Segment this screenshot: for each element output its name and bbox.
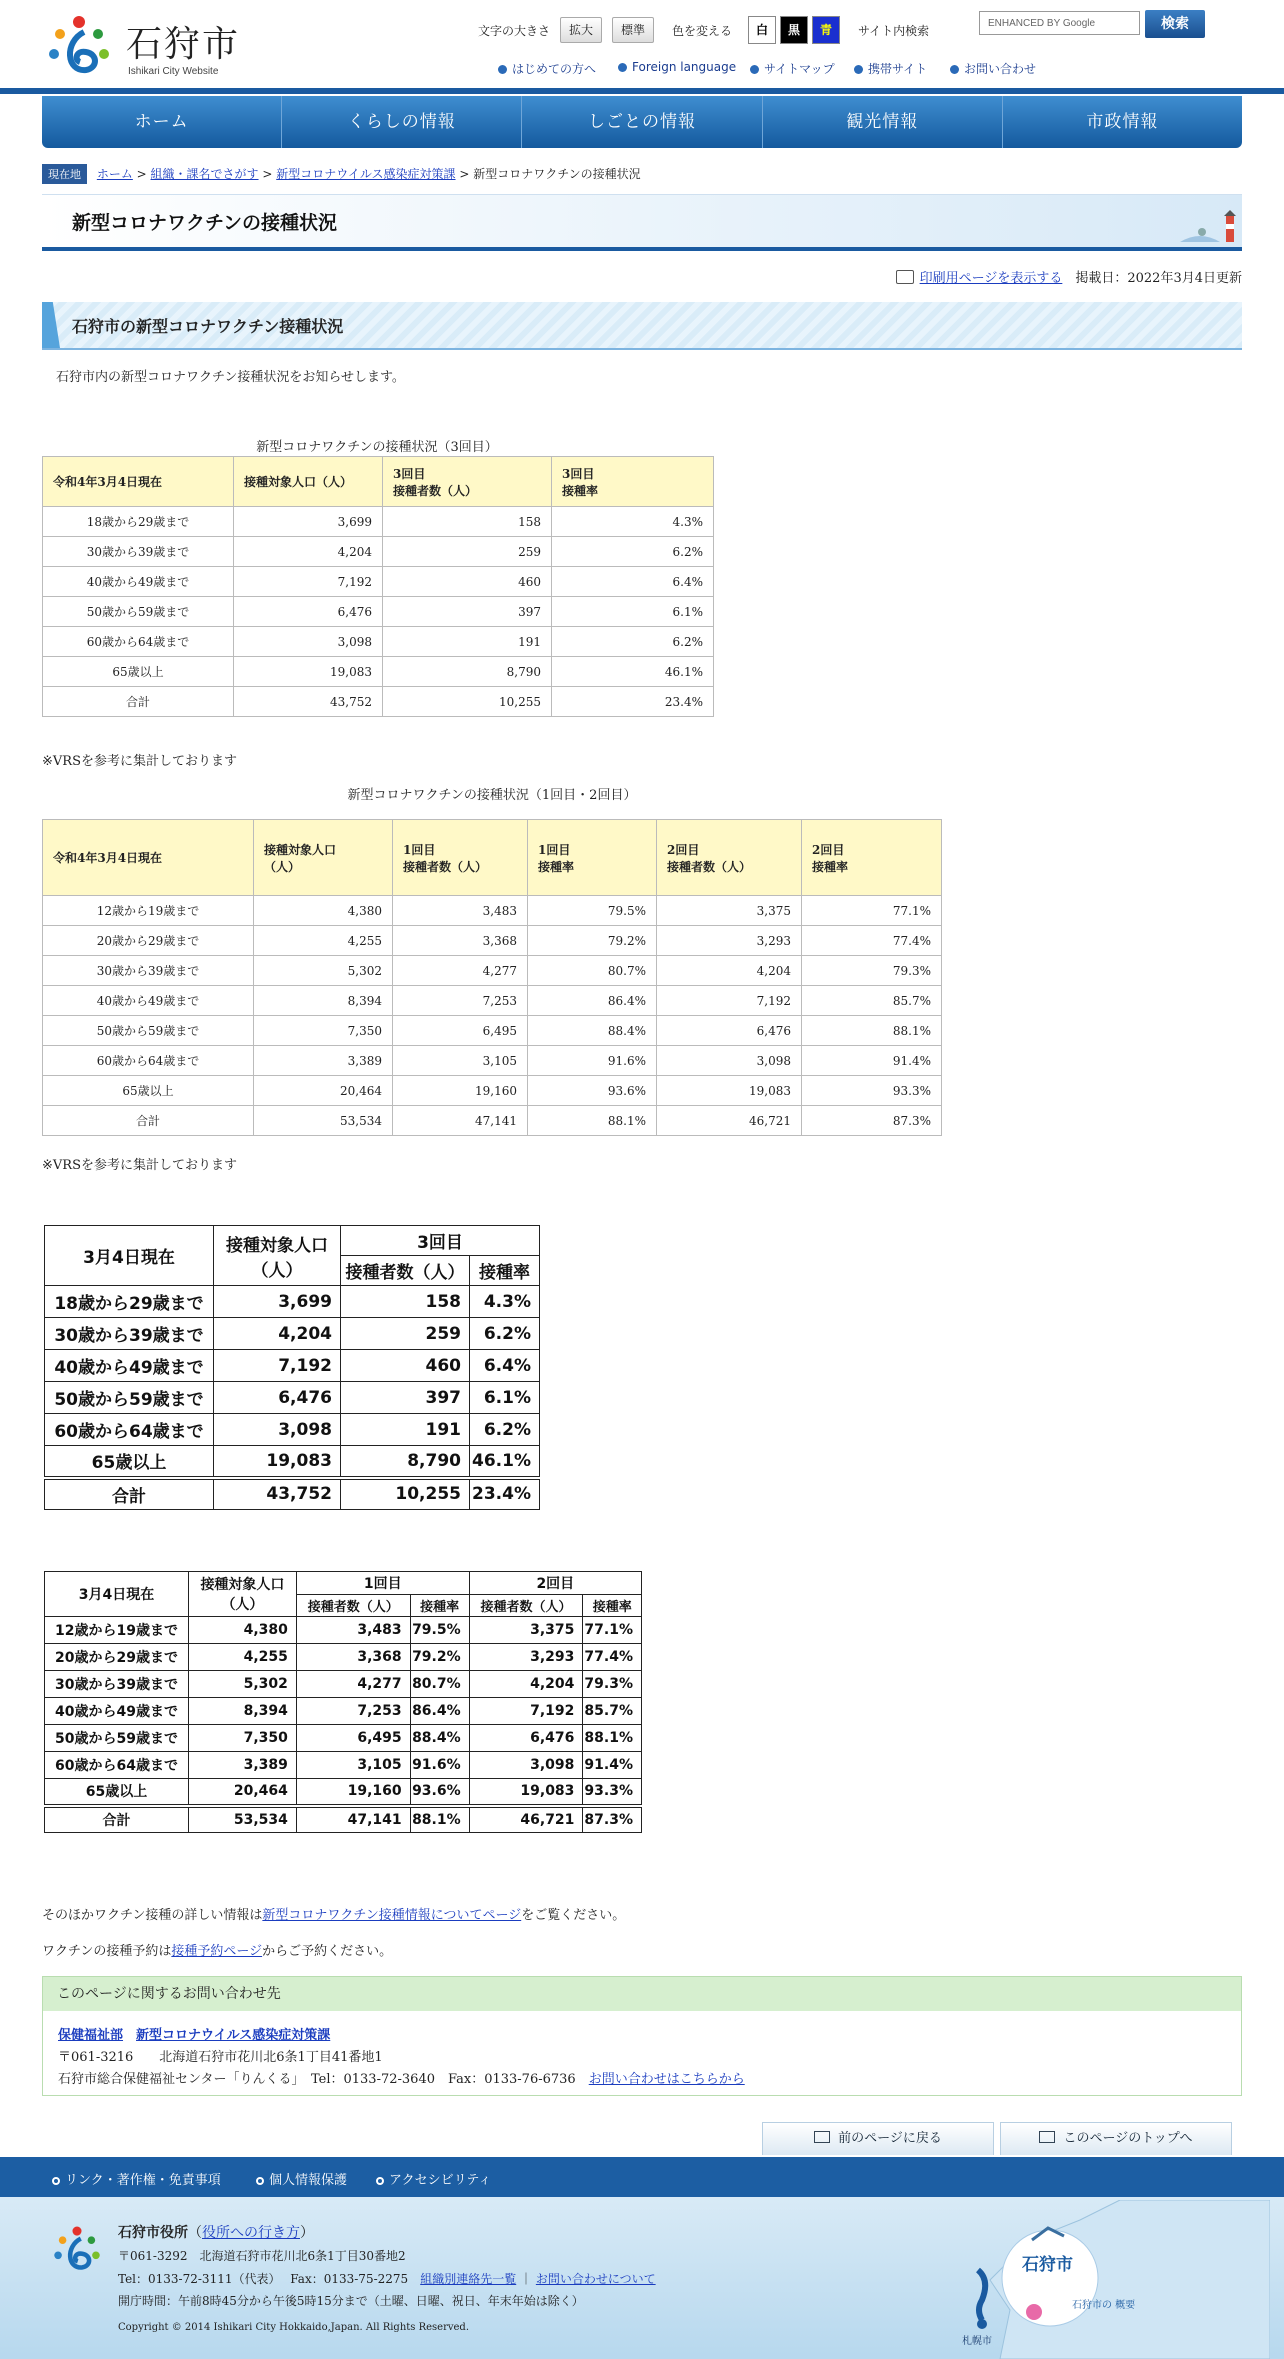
- cell-value: 3,389: [254, 1046, 393, 1076]
- row-label: 50歳から59歳まで: [43, 1016, 254, 1046]
- table-header: 3回目 接種率: [552, 457, 714, 507]
- cell-value: 20,464: [254, 1076, 393, 1106]
- row-label: 18歳から29歳まで: [45, 1286, 214, 1318]
- cell-value: 46,721: [657, 1106, 802, 1136]
- cell-value: 3,699: [214, 1286, 341, 1318]
- bullet-icon: [498, 65, 507, 74]
- cell-value: 79.2%: [410, 1644, 469, 1671]
- table-row: [43, 687, 714, 717]
- contact-address: 〒061-3216 北海道石狩市花川北6条1丁目41番地1: [58, 2050, 383, 2065]
- cell-value: 53,534: [254, 1106, 393, 1136]
- cell-value: 7,192: [469, 1698, 583, 1725]
- printer-icon: [896, 270, 914, 284]
- nav-home[interactable]: ホーム: [42, 96, 282, 148]
- cell-value: 6,476: [469, 1725, 583, 1752]
- cell-value: 7,253: [393, 986, 528, 1016]
- cell-value: 93.3%: [802, 1076, 942, 1106]
- img3-header-pop: 接種対象人口 （人）: [214, 1226, 341, 1286]
- cell-value: 8,394: [188, 1698, 296, 1725]
- img3-header-date: 3月4日現在: [45, 1226, 214, 1286]
- cell-value: 3,098: [214, 1414, 341, 1446]
- cell-value: 6,495: [393, 1016, 528, 1046]
- site-subtitle: Ishikari City Website: [128, 66, 219, 77]
- cell-value: 85.7%: [583, 1698, 642, 1725]
- table-row: [45, 1644, 642, 1671]
- table-row: [43, 986, 942, 1016]
- bullet-icon: [750, 65, 759, 74]
- cell-value: 3,368: [296, 1644, 410, 1671]
- contact-center: 石狩市総合保健福祉センター「りんくる」 Tel：0133-72-3640 Fax：0133-76-6736 お問い合わせはこちらから: [58, 2072, 745, 2087]
- img3-header-rate: 接種率: [470, 1256, 540, 1286]
- font-size-label: 文字の大きさ: [478, 24, 551, 38]
- table-row: [43, 507, 714, 537]
- table-row: [43, 896, 942, 926]
- cell-value: 46.1%: [552, 657, 714, 687]
- color-black-button[interactable]: 黒: [780, 16, 808, 44]
- img12-header-pop: 接種対象人口 （人）: [188, 1572, 296, 1617]
- cell-value: 3,105: [393, 1046, 528, 1076]
- row-label: 合計: [45, 1478, 214, 1510]
- cell-value: 6,476: [657, 1016, 802, 1046]
- cell-value: 3,293: [657, 926, 802, 956]
- cell-value: 43,752: [234, 687, 383, 717]
- cell-value: 191: [341, 1414, 470, 1446]
- row-label: 50歳から59歳まで: [45, 1725, 189, 1752]
- note-vrs-1: ※VRSを参考に集計しております: [42, 754, 237, 769]
- cell-value: 6.1%: [552, 597, 714, 627]
- cell-value: 93.6%: [410, 1779, 469, 1806]
- footer-copyright: Copyright © 2014 Ishikari City Hokkaido,Japan. All Rights Reserved.: [118, 2322, 470, 2333]
- table-row: [43, 567, 714, 597]
- global-nav: [42, 96, 1242, 148]
- cell-value: 19,083: [657, 1076, 802, 1106]
- back-icon: [814, 2131, 830, 2143]
- cell-value: 79.5%: [528, 896, 657, 926]
- table-row: [45, 1350, 540, 1382]
- cell-value: 19,083: [469, 1779, 583, 1806]
- table-row: [45, 1806, 642, 1833]
- table-row: [45, 1318, 540, 1350]
- color-change-label: 色を変える: [672, 24, 733, 38]
- table-row: [43, 926, 942, 956]
- cell-value: 4,204: [214, 1318, 341, 1350]
- table-header: 1回目 接種率: [528, 820, 657, 896]
- cell-value: 6.4%: [470, 1350, 540, 1382]
- cell-value: 3,375: [469, 1617, 583, 1644]
- footer-hours: 開庁時間：午前8時45分から午後5時15分まで（土曜、日曜、祝日、年末年始は除く）: [118, 2294, 584, 2308]
- color-blue-button[interactable]: 青: [812, 16, 840, 44]
- footer-link-privacy[interactable]: 個人情報保護: [256, 2169, 347, 2188]
- cell-value: 7,192: [234, 567, 383, 597]
- more-info-text: そのほかワクチン接種の詳しい情報は新型コロナワクチン接種情報についてページをご覧ください。: [42, 1908, 626, 1923]
- cell-value: 3,098: [469, 1752, 583, 1779]
- footer-tel: Tel：0133-72-3111（代表） Fax：0133-75-2275 組織別連絡先一覧 ｜ お問い合わせについて: [118, 2272, 656, 2286]
- note-vrs-2: ※VRSを参考に集計しております: [42, 1158, 237, 1173]
- cell-value: 79.3%: [802, 956, 942, 986]
- cell-value: 3,483: [393, 896, 528, 926]
- cell-value: 77.1%: [583, 1617, 642, 1644]
- breadcrumb-current: 新型コロナワクチンの接種状況: [473, 167, 641, 181]
- cell-value: 4,204: [469, 1671, 583, 1698]
- breadcrumb-dept[interactable]: 新型コロナウイルス感染症対策課: [276, 167, 456, 181]
- table-header: 3回目 接種者数（人）: [383, 457, 552, 507]
- header-link-contact[interactable]: お問い合わせ: [950, 60, 1036, 77]
- img3-header-count: 接種者数（人）: [341, 1256, 470, 1286]
- row-label: 65歳以上: [45, 1779, 189, 1806]
- cell-value: 8,394: [254, 986, 393, 1016]
- footer-office: 石狩市役所（役所への行き方）: [118, 2225, 314, 2241]
- table-row: [45, 1478, 540, 1510]
- cell-value: 10,255: [383, 687, 552, 717]
- cell-value: 3,699: [234, 507, 383, 537]
- cell-value: 88.4%: [528, 1016, 657, 1046]
- posted-date: 掲載日：2022年3月4日更新: [1075, 271, 1242, 286]
- table-row: [43, 627, 714, 657]
- cell-value: 7,350: [188, 1725, 296, 1752]
- row-label: 60歳から64歳まで: [45, 1414, 214, 1446]
- cell-value: 259: [383, 537, 552, 567]
- table-row: [45, 1671, 642, 1698]
- table3-caption: 新型コロナワクチンの接種状況（3回目）: [256, 440, 498, 455]
- cell-value: 53,534: [188, 1806, 296, 1833]
- cell-value: 8,790: [383, 657, 552, 687]
- cell-value: 88.1%: [802, 1016, 942, 1046]
- img12-header-count1: 接種者数（人）: [296, 1595, 410, 1617]
- cell-value: 77.4%: [802, 926, 942, 956]
- cell-value: 7,192: [214, 1350, 341, 1382]
- cell-value: 79.5%: [410, 1617, 469, 1644]
- cell-value: 80.7%: [410, 1671, 469, 1698]
- img12-header-date: 3月4日現在: [45, 1572, 189, 1617]
- row-label: 40歳から49歳まで: [45, 1350, 214, 1382]
- color-white-button[interactable]: 白: [748, 16, 776, 44]
- contact-heading: このページに関するお問い合わせ先: [43, 1977, 1241, 2011]
- table-row: [45, 1446, 540, 1478]
- cell-value: 6,476: [214, 1382, 341, 1414]
- cell-value: 4,277: [296, 1671, 410, 1698]
- img12-header-rate2: 接種率: [583, 1595, 642, 1617]
- breadcrumb-home[interactable]: ホーム: [96, 167, 133, 181]
- cell-value: 6.4%: [552, 567, 714, 597]
- cell-value: 23.4%: [552, 687, 714, 717]
- cell-value: 3,293: [469, 1644, 583, 1671]
- bullet-icon: [950, 65, 959, 74]
- reservation-link[interactable]: 接種予約ページ: [171, 1944, 263, 1959]
- cell-value: 6.2%: [552, 537, 714, 567]
- cell-value: 91.4%: [583, 1752, 642, 1779]
- cell-value: 79.2%: [528, 926, 657, 956]
- city-logo-icon[interactable]: [46, 12, 112, 82]
- img12-header-count2: 接種者数（人）: [469, 1595, 583, 1617]
- cell-value: 3,389: [188, 1752, 296, 1779]
- cell-value: 8,790: [341, 1446, 470, 1478]
- table-row: [45, 1617, 642, 1644]
- row-label: 65歳以上: [45, 1446, 214, 1478]
- row-label: 合計: [43, 1106, 254, 1136]
- cell-value: 5,302: [254, 956, 393, 986]
- cell-value: 3,483: [296, 1617, 410, 1644]
- row-label: 12歳から19歳まで: [45, 1617, 189, 1644]
- table-header: 接種対象人口 （人）: [254, 820, 393, 896]
- table-row: [45, 1725, 642, 1752]
- cell-value: 4,255: [254, 926, 393, 956]
- table-row: [45, 1779, 642, 1806]
- row-label: 65歳以上: [43, 657, 234, 687]
- row-label: 合計: [45, 1806, 189, 1833]
- table-row: [45, 1382, 540, 1414]
- nav-living[interactable]: くらしの情報: [282, 96, 522, 148]
- cell-value: 43,752: [214, 1478, 341, 1510]
- cell-value: 87.3%: [583, 1806, 642, 1833]
- cell-value: 7,350: [254, 1016, 393, 1046]
- nav-tourism[interactable]: 観光情報: [763, 96, 1003, 148]
- cell-value: 88.1%: [528, 1106, 657, 1136]
- table-row: [43, 1046, 942, 1076]
- cell-value: 4,380: [254, 896, 393, 926]
- vaccine-info-link[interactable]: 新型コロナワクチン接種情報についてページ: [262, 1908, 522, 1923]
- row-label: 65歳以上: [43, 1076, 254, 1106]
- cell-value: 4,204: [657, 956, 802, 986]
- header-link-foreign[interactable]: Foreign language: [618, 60, 736, 74]
- row-label: 40歳から49歳まで: [43, 986, 254, 1016]
- cell-value: 6.2%: [470, 1318, 540, 1350]
- cell-value: 3,375: [657, 896, 802, 926]
- print-row: [896, 267, 1242, 286]
- table-row: [45, 1414, 540, 1446]
- intro-text: 石狩市内の新型コロナワクチン接種状況をお知らせします。: [56, 370, 405, 385]
- cell-value: 4.3%: [552, 507, 714, 537]
- cell-value: 397: [383, 597, 552, 627]
- cell-value: 10,255: [341, 1478, 470, 1510]
- cell-value: 77.1%: [802, 896, 942, 926]
- row-label: 50歳から59歳まで: [43, 597, 234, 627]
- row-label: 30歳から39歳まで: [43, 537, 234, 567]
- cell-value: 6.2%: [552, 627, 714, 657]
- cell-value: 80.7%: [528, 956, 657, 986]
- table-header: 2回目 接種率: [802, 820, 942, 896]
- cell-value: 47,141: [296, 1806, 410, 1833]
- cell-value: 93.3%: [583, 1779, 642, 1806]
- table-row: [43, 597, 714, 627]
- cell-value: 88.4%: [410, 1725, 469, 1752]
- row-label: 30歳から39歳まで: [45, 1671, 189, 1698]
- img12-header-dose1: 1回目: [296, 1572, 469, 1595]
- table-row: [43, 537, 714, 567]
- table-header: 令和4年3月4日現在: [43, 820, 254, 896]
- dose12-image-table: [44, 1571, 642, 1833]
- footer-link-copyright[interactable]: リンク・著作権・免責事項: [52, 2169, 221, 2188]
- cell-value: 86.4%: [410, 1698, 469, 1725]
- cell-value: 85.7%: [802, 986, 942, 1016]
- cell-value: 6,495: [296, 1725, 410, 1752]
- search-input[interactable]: ENHANCED BY Google: [979, 11, 1140, 35]
- dose3-table: [42, 456, 714, 717]
- cell-value: 460: [341, 1350, 470, 1382]
- cell-value: 4,255: [188, 1644, 296, 1671]
- cell-value: 4,204: [234, 537, 383, 567]
- header-link-sitemap[interactable]: サイトマップ: [750, 60, 835, 77]
- section-title: 石狩市の新型コロナワクチン接種状況: [72, 317, 344, 336]
- cell-value: 259: [341, 1318, 470, 1350]
- header-link-beginners[interactable]: はじめての方へ: [498, 60, 596, 77]
- cell-value: 19,083: [234, 657, 383, 687]
- cell-value: 158: [383, 507, 552, 537]
- cell-value: 4,380: [188, 1617, 296, 1644]
- cell-value: 19,083: [214, 1446, 341, 1478]
- img12-header-rate1: 接種率: [410, 1595, 469, 1617]
- lighthouse-icon: [1180, 210, 1240, 246]
- cell-value: 3,098: [657, 1046, 802, 1076]
- back-button[interactable]: 前のページに戻る: [762, 2122, 994, 2155]
- header-link-mobile[interactable]: 携帯サイト: [854, 60, 927, 77]
- font-enlarge-button[interactable]: 拡大: [560, 17, 602, 43]
- table-header: 接種対象人口（人）: [234, 457, 383, 507]
- table12-caption: 新型コロナワクチンの接種状況（1回目・2回目）: [347, 788, 637, 803]
- table-header: 1回目 接種者数（人）: [393, 820, 528, 896]
- row-label: 18歳から29歳まで: [43, 507, 234, 537]
- map-overview-label: 石狩市の 概要: [1072, 2300, 1136, 2311]
- img3-header-dose: 3回目: [341, 1226, 540, 1256]
- cell-value: 397: [341, 1382, 470, 1414]
- table-row: [43, 657, 714, 687]
- dept-link-covid[interactable]: 新型コロナウイルス感染症対策課: [136, 2028, 331, 2043]
- bullet-icon: [52, 2177, 60, 2185]
- cell-value: 91.4%: [802, 1046, 942, 1076]
- table-row: [43, 1106, 942, 1136]
- cell-value: 91.6%: [410, 1752, 469, 1779]
- table-row: [45, 1286, 540, 1318]
- page-top-button[interactable]: このページのトップへ: [1000, 2122, 1232, 2155]
- bullet-icon: [376, 2177, 384, 2185]
- cell-value: 79.3%: [583, 1671, 642, 1698]
- table-row: [43, 1016, 942, 1046]
- contact-dept: [58, 2024, 330, 2043]
- dose12-table: [42, 819, 942, 1136]
- bullet-icon: [618, 63, 627, 72]
- header-band: [0, 88, 1284, 94]
- nav-work[interactable]: しごとの情報: [522, 96, 762, 148]
- cell-value: 158: [341, 1286, 470, 1318]
- table-row: [45, 1698, 642, 1725]
- bullet-icon: [854, 65, 863, 74]
- directions-link[interactable]: 役所への行き方: [202, 2225, 300, 2241]
- cell-value: 91.6%: [528, 1046, 657, 1076]
- table-header: 令和4年3月4日現在: [43, 457, 234, 507]
- site-title[interactable]: 石狩市: [126, 24, 241, 65]
- print-link[interactable]: 印刷用ページを表示する: [919, 271, 1063, 286]
- cell-value: 93.6%: [528, 1076, 657, 1106]
- cell-value: 20,464: [188, 1779, 296, 1806]
- directory-link[interactable]: 組織別連絡先一覧: [420, 2272, 517, 2286]
- cell-value: 6,476: [234, 597, 383, 627]
- site-search-label: サイト内検索: [858, 24, 930, 38]
- cell-value: 6.1%: [470, 1382, 540, 1414]
- cell-value: 47,141: [393, 1106, 528, 1136]
- map-city-label: 石狩市: [1022, 2255, 1073, 2275]
- cell-value: 5,302: [188, 1671, 296, 1698]
- cell-value: 88.1%: [410, 1806, 469, 1833]
- cell-value: 3,105: [296, 1752, 410, 1779]
- dose3-image-table: [44, 1225, 540, 1510]
- row-label: 20歳から29歳まで: [43, 926, 254, 956]
- img12-header-dose2: 2回目: [469, 1572, 641, 1595]
- row-label: 60歳から64歳まで: [43, 627, 234, 657]
- table-row: [43, 956, 942, 986]
- map-sapporo-label: 札幌市: [962, 2336, 992, 2347]
- breadcrumb-tag: 現在地: [42, 164, 87, 184]
- dept-link-health[interactable]: 保健福祉部: [58, 2028, 124, 2043]
- footer-link-accessibility[interactable]: アクセシビリティ: [376, 2169, 491, 2188]
- row-label: 30歳から39歳まで: [45, 1318, 214, 1350]
- cell-value: 460: [383, 567, 552, 597]
- table-row: [45, 1752, 642, 1779]
- breadcrumb-org[interactable]: 組織・課名でさがす: [150, 167, 259, 181]
- table-row: [43, 1076, 942, 1106]
- row-label: 30歳から39歳まで: [43, 956, 254, 986]
- nav-city-admin[interactable]: 市政情報: [1086, 112, 1159, 132]
- cell-value: 3,368: [393, 926, 528, 956]
- row-label: 60歳から64歳まで: [43, 1046, 254, 1076]
- row-label: 20歳から29歳まで: [45, 1644, 189, 1671]
- cell-value: 88.1%: [583, 1725, 642, 1752]
- cell-value: 46.1%: [470, 1446, 540, 1478]
- search-button[interactable]: 検索: [1145, 10, 1205, 38]
- up-icon: [1039, 2131, 1055, 2143]
- row-label: 12歳から19歳まで: [43, 896, 254, 926]
- contact-form-link[interactable]: お問い合わせはこちらから: [588, 2072, 745, 2087]
- cell-value: 46,721: [469, 1806, 583, 1833]
- cell-value: 7,192: [657, 986, 802, 1016]
- cell-value: 7,253: [296, 1698, 410, 1725]
- reserve-text: ワクチンの接種予約は接種予約ページからご予約ください。: [42, 1944, 393, 1959]
- cell-value: 23.4%: [470, 1478, 540, 1510]
- footer-logo-icon: [52, 2222, 102, 2278]
- cell-value: 6.2%: [470, 1414, 540, 1446]
- inquiry-link[interactable]: お問い合わせについて: [535, 2272, 656, 2286]
- breadcrumb: 現在地 ホーム > 組織・課名でさがす > 新型コロナウイルス感染症対策課 > 新型コロナワクチンの接種状況: [42, 164, 641, 184]
- cell-value: 191: [383, 627, 552, 657]
- cell-value: 4,277: [393, 956, 528, 986]
- cell-value: 86.4%: [528, 986, 657, 1016]
- cell-value: 3,098: [234, 627, 383, 657]
- bullet-icon: [256, 2177, 264, 2185]
- footer-address: 〒061-3292 北海道石狩市花川北6条1丁目30番地2: [118, 2249, 406, 2263]
- row-label: 60歳から64歳まで: [45, 1752, 189, 1779]
- font-standard-button[interactable]: 標準: [612, 17, 654, 43]
- cell-value: 19,160: [393, 1076, 528, 1106]
- cell-value: 19,160: [296, 1779, 410, 1806]
- page-title: 新型コロナワクチンの接種状況: [72, 212, 338, 234]
- row-label: 合計: [43, 687, 234, 717]
- cell-value: 4.3%: [470, 1286, 540, 1318]
- cell-value: 77.4%: [583, 1644, 642, 1671]
- row-label: 40歳から49歳まで: [43, 567, 234, 597]
- table-header: 2回目 接種者数（人）: [657, 820, 802, 896]
- cell-value: 87.3%: [802, 1106, 942, 1136]
- row-label: 50歳から59歳まで: [45, 1382, 214, 1414]
- row-label: 40歳から49歳まで: [45, 1698, 189, 1725]
